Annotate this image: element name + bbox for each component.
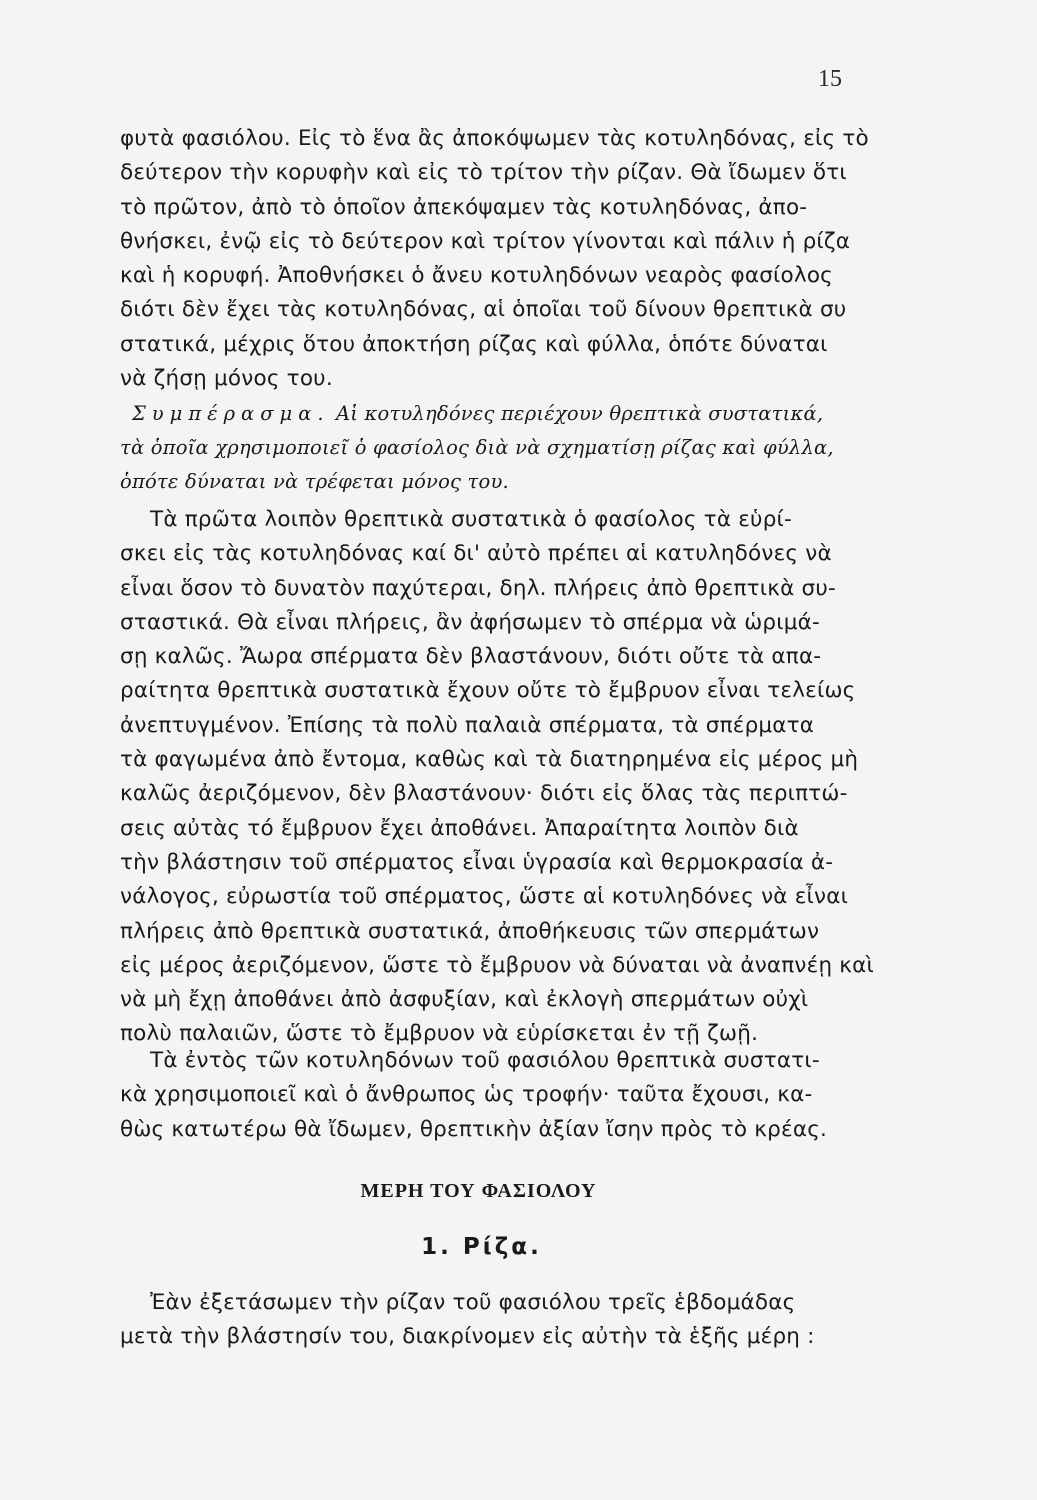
text-line: σκει εἰς τὰς κοτυληδόνας καί δι' αὐτὸ πρέπει αἱ κατυληδόνες νὰ [120, 541, 832, 567]
text-line: τὰ φαγωμένα ἀπὸ ἔντομα, καθὼς καὶ τὰ διατηρημένα εἰς μέρος μὴ [120, 747, 859, 773]
subsection-heading [0, 1234, 1037, 1260]
summary-line [120, 397, 900, 431]
text-line: κὰ χρησιμοποιεῖ καὶ ὁ ἄνθρωπος ὡς τροφήν· ταῦτα ἔχουσι, κα- [120, 1082, 813, 1108]
text-line: θνήσκει, ἐνῷ εἰς τὸ δεύτερον καὶ τρίτον γίνονται καὶ πάλιν ἡ ρίζα [120, 228, 851, 254]
text-line: ἀνεπτυγμένον. Ἐπίσης τὰ πολὺ παλαιὰ σπέρματα, τὰ σπέρματα [120, 712, 815, 738]
text-line: τὸ πρῶτον, ἀπὸ τὸ ὁποῖον ἀπεκόψαμεν τὰς κοτυληδόνας, ἀπο- [120, 194, 808, 220]
text-line: σταστικά. Θὰ εἶναι πλήρεις, ἂν ἀφήσωμεν τὸ σπέρμα νὰ ὡριμά- [120, 609, 820, 635]
section-heading-text: ΜΕΡΗ ΤΟΥ ΦΑΣΙΟΛΟΥ [360, 1180, 597, 1202]
text-line: στατικά, μέχρις ὅτου ἀποκτήση ρίζας καὶ φύλλα, ὁπότε δύναται [120, 331, 828, 357]
text-line: Ἐὰν ἐξετάσωμεν τὴν ρίζαν τοῦ φασιόλου τρεῖς ἑβδομάδας [150, 1290, 796, 1315]
text-line: θὼς κατωτέρω θὰ ἴδωμεν, θρεπτικὴν ἀξίαν ἴσην πρὸς τὸ κρέας. [120, 1116, 828, 1142]
paragraph-2 [120, 503, 900, 1052]
text-line: δεύτερον τὴν κορυφὴν καὶ εἰς τὸ τρίτον τὴν ρίζαν. Θὰ ἴδωμεν ὅτι [120, 160, 847, 186]
text-line: σῃ καλῶς. Ἄωρα σπέρματα δὲν βλαστάνουν, διότι οὔτε τὰ απα- [120, 644, 822, 670]
page-number: 15 [818, 66, 842, 92]
text-line: πλήρεις ἀπὸ θρεπτικὰ συστατικά, ἀποθήκευσις τῶν σπερμάτων [120, 918, 820, 944]
summary-text: Αἱ κοτυληδόνες περιέχουν θρεπτικὰ συστατικά, [335, 402, 824, 425]
text-line: Τὰ πρῶτα λοιπὸν θρεπτικὰ συστατικὰ ὁ φασίολος τὰ εὑρί- [150, 507, 792, 532]
text-line: φυτὰ φασιόλου. Εἰς τὸ ἕνα ἂς ἀποκόψωμεν τὰς κοτυληδόνας, εἰς τὸ [120, 126, 869, 151]
text-line: νάλογος, εὐρωστία τοῦ σπέρματος, ὥστε αἱ κοτυληδόνες νὰ εἶναι [120, 884, 849, 910]
paragraph-3 [120, 1044, 900, 1147]
summary-line: ὁπότε δύναται νὰ τρέφεται μόνος του. [120, 470, 509, 493]
paragraph-1 [120, 122, 900, 396]
text-line: σεις αὐτὰς τό ἔμβρυον ἔχει ἀποθάνει. Ἀπαραίτητα λοιπὸν διὰ [120, 815, 799, 841]
text-line: τὴν βλάστησιν τοῦ σπέρματος εἶναι ὑγρασία καὶ θερμοκρασία ἀ- [120, 849, 834, 875]
text-line: νὰ μὴ ἔχῃ ἀποθάνει ἀπὸ ἀσφυξίαν, καὶ ἐκλογὴ σπερμάτων οὐχὶ [120, 987, 809, 1013]
section-heading [0, 1180, 1037, 1203]
text-line: διότι δὲν ἔχει τὰς κοτυληδόνας, αἱ ὁποῖαι τοῦ δίνουν θρεπτικὰ συ [120, 297, 847, 323]
summary-block [120, 397, 900, 499]
text-line: καὶ ἡ κορυφή. Ἀποθνήσκει ὁ ἄνευ κοτυληδόνων νεαρὸς φασίολος [120, 263, 833, 289]
text-line: καλῶς ἀεριζόμενον, δὲν βλαστάνουν· διότι εἰς ὅλας τὰς περιπτώ- [120, 781, 848, 807]
text-line: μετὰ τὴν βλάστησίν του, διακρίνομεν εἰς αὐτὴν τὰ ἑξῆς μέρη : [120, 1324, 815, 1350]
text-line: νὰ ζήσῃ μόνος του. [120, 366, 333, 392]
paragraph-4 [120, 1286, 900, 1355]
text-line: Τὰ ἐντὸς τῶν κοτυληδόνων τοῦ φασιόλου θρεπτικὰ συστατι- [150, 1048, 820, 1073]
text-line: πολὺ παλαιῶν, ὥστε τὸ ἔμβρυον νὰ εὑρίσκεται ἐν τῇ ζωῇ. [120, 1021, 759, 1047]
summary-line: τὰ ὁποῖα χρησιμοποιεῖ ὁ φασίολος διὰ νὰ σχηματίσῃ ρίζας καὶ φύλλα, [120, 436, 834, 459]
subsection-heading-text: 1. Ρίζα. [421, 1234, 542, 1260]
summary-label: Συμπέρασμα. [132, 402, 330, 425]
text-line: εἶναι ὅσον τὸ δυνατὸν παχύτεραι, δηλ. πλήρεις ἀπὸ θρεπτικὰ συ- [120, 575, 836, 601]
text-line: ραίτητα θρεπτικὰ συστατικὰ ἔχουν οὔτε τὸ ἔμβρυον εἶναι τελείως [120, 678, 856, 704]
text-line: εἰς μέρος ἀεριζόμενον, ὥστε τὸ ἔμβρυον νὰ δύναται νὰ ἀναπνέῃ καὶ [120, 952, 875, 978]
